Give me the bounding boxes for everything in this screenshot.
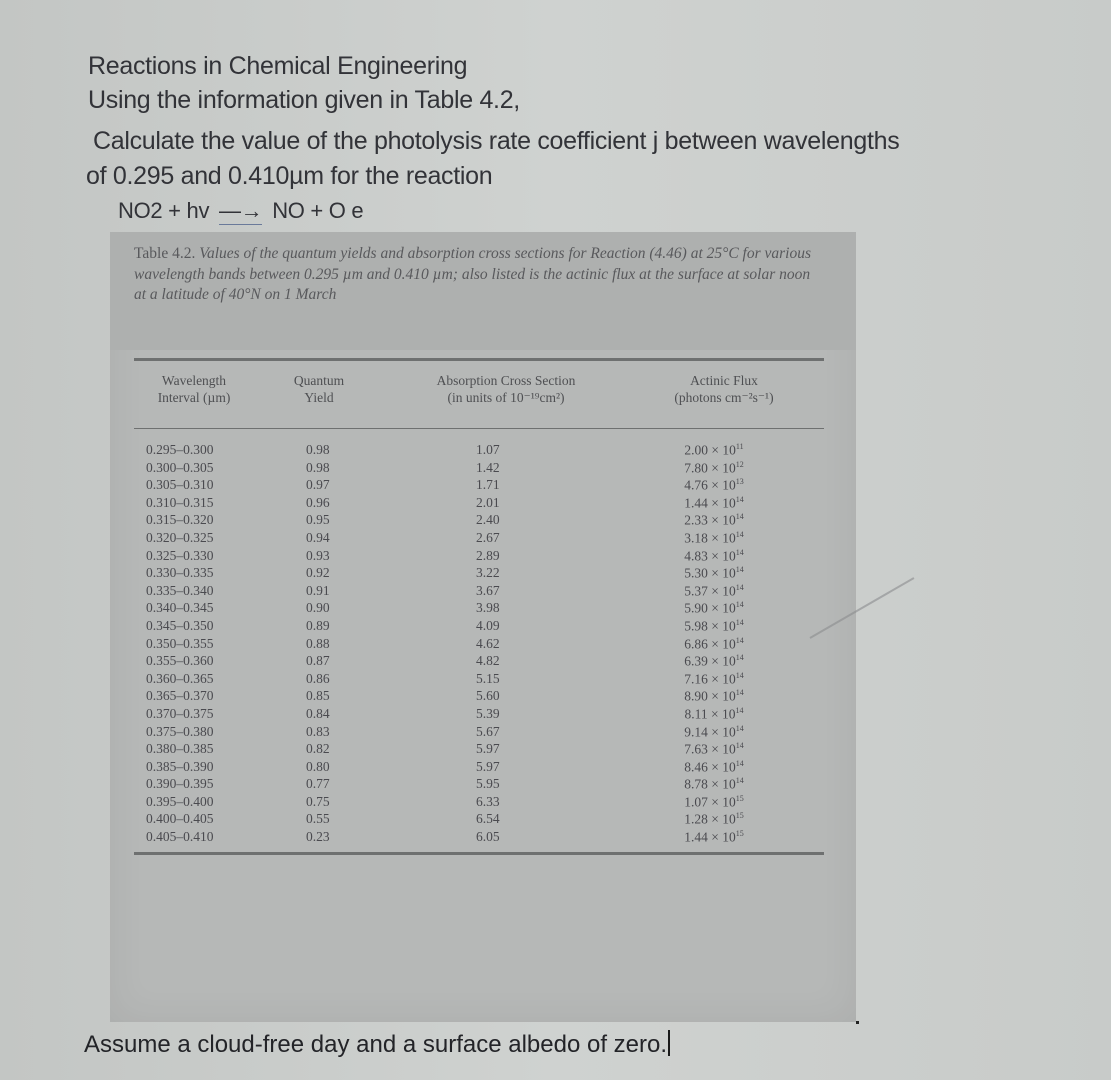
- cell-cross-section: 2.40: [476, 512, 500, 528]
- cell-cross-section: 1.07: [476, 442, 500, 457]
- cell-cross-section: 5.60: [476, 688, 500, 704]
- table-row: [134, 671, 824, 689]
- table-row: [134, 653, 824, 671]
- flux-exponent: 14: [735, 776, 744, 786]
- cell-cross-section: 3.67: [476, 582, 500, 598]
- flux-mantissa: 1.44: [684, 495, 708, 511]
- table-row: [134, 530, 824, 548]
- cell-interval: 0.350–0.355: [146, 635, 214, 651]
- times-sign: ×: [711, 688, 719, 704]
- cell-cross-section: 5.67: [476, 723, 500, 739]
- cell-actinic-flux: [654, 636, 774, 653]
- flux-exponent: 14: [735, 529, 744, 539]
- flux-mantissa: 7.80: [684, 460, 708, 476]
- flux-base: 10: [722, 565, 736, 581]
- times-sign: ×: [711, 460, 719, 476]
- times-sign: ×: [711, 477, 719, 493]
- times-sign: ×: [711, 583, 719, 599]
- cell-actinic-flux: [654, 565, 774, 582]
- document-heading: Reactions in Chemical Engineering: [88, 52, 468, 80]
- cell-actinic-flux: [654, 530, 774, 547]
- table-row: [134, 618, 824, 636]
- table-row: [134, 688, 824, 706]
- table-image[interactable]: [110, 232, 856, 1022]
- cell-quantum-yield: 0.83: [306, 723, 330, 739]
- pen-annotation-mark: [810, 577, 915, 639]
- cell-quantum-yield: 0.93: [306, 547, 330, 563]
- header-line: Interval (µm): [157, 390, 231, 405]
- cell-actinic-flux: [654, 794, 774, 811]
- cell-quantum-yield: 0.94: [306, 529, 330, 545]
- table-row: [134, 600, 824, 618]
- cell-cross-section: 3.98: [476, 600, 500, 616]
- cell-interval: 0.385–0.390: [146, 758, 214, 774]
- flux-mantissa: 8.11: [684, 706, 708, 722]
- cell-interval: 0.295–0.300: [146, 442, 214, 457]
- cell-quantum-yield: 0.84: [306, 705, 330, 721]
- cell-cross-section: 2.67: [476, 529, 500, 545]
- cell-cross-section: 5.97: [476, 741, 500, 757]
- table-caption-label: Table 4.2.: [134, 245, 196, 262]
- flux-base: 10: [722, 688, 736, 704]
- flux-exponent: 14: [735, 653, 744, 663]
- header-actinic-flux: [644, 372, 804, 406]
- cell-cross-section: 1.71: [476, 477, 500, 493]
- times-sign: ×: [711, 776, 719, 792]
- flux-mantissa: 8.78: [684, 776, 708, 792]
- cell-cross-section: 4.62: [476, 635, 500, 651]
- flux-base: 10: [722, 548, 736, 564]
- cell-cross-section: 1.42: [476, 459, 500, 475]
- cell-interval: 0.330–0.335: [146, 565, 214, 581]
- cell-quantum-yield: 0.77: [306, 776, 330, 792]
- cell-actinic-flux: [654, 495, 774, 512]
- cell-cross-section: 5.95: [476, 776, 500, 792]
- assumption-text-content: Assume a cloud-free day and a surface albedo of zero.: [84, 1031, 668, 1058]
- times-sign: ×: [711, 759, 719, 775]
- flux-mantissa: 5.30: [684, 565, 708, 581]
- flux-exponent: 11: [735, 442, 744, 451]
- cell-interval: 0.300–0.305: [146, 459, 214, 475]
- table-header: [134, 372, 824, 420]
- table-row: [134, 811, 824, 829]
- flux-mantissa: 7.63: [684, 741, 708, 757]
- cell-cross-section: 6.33: [476, 793, 500, 809]
- header-line: (in units of 10⁻¹⁹cm²): [447, 390, 565, 405]
- cell-interval: 0.395–0.400: [146, 793, 214, 809]
- cell-interval: 0.390–0.395: [146, 776, 214, 792]
- cell-actinic-flux: [654, 460, 774, 477]
- table-row: [134, 512, 824, 530]
- cell-cross-section: 2.89: [476, 547, 500, 563]
- table-caption: [134, 244, 814, 306]
- flux-exponent: 14: [735, 600, 744, 610]
- cell-quantum-yield: 0.82: [306, 741, 330, 757]
- instruction-text: Using the information given in Table 4.2,: [88, 86, 520, 114]
- times-sign: ×: [711, 794, 719, 810]
- flux-mantissa: 1.28: [684, 811, 708, 827]
- header-line: Actinic Flux: [690, 373, 758, 388]
- cell-quantum-yield: 0.89: [306, 617, 330, 633]
- table-body: [134, 442, 824, 847]
- flux-base: 10: [722, 460, 736, 476]
- cell-interval: 0.380–0.385: [146, 741, 214, 757]
- flux-exponent: 14: [735, 494, 744, 504]
- flux-base: 10: [722, 759, 736, 775]
- cell-quantum-yield: 0.92: [306, 565, 330, 581]
- cell-cross-section: 3.22: [476, 565, 500, 581]
- table-row: [134, 724, 824, 742]
- flux-exponent: 14: [735, 512, 744, 522]
- header-line: Quantum: [293, 373, 345, 388]
- question-text: Calculate the value of the photolysis rate coefficient j between wavelengths: [93, 127, 900, 155]
- cell-quantum-yield: 0.87: [306, 653, 330, 669]
- header-line: (photons cm⁻²s⁻¹): [674, 390, 774, 405]
- table-caption-text: Values of the quantum yields and absorption cross sections for Reaction (4.46) at 25°C for various wavelength bands between 0.295 µm and 0.410 µm; also listed is the actinic flux at the surface at solar noon at a latitude of 40°N on 1 March: [134, 245, 812, 303]
- reaction-reactants: NO2 + hv: [118, 198, 210, 223]
- cell-actinic-flux: [654, 724, 774, 741]
- table-row: [134, 829, 824, 847]
- table-row: [134, 706, 824, 724]
- cell-quantum-yield: 0.75: [306, 793, 330, 809]
- flux-exponent: 14: [735, 705, 744, 715]
- flux-exponent: 14: [735, 617, 744, 627]
- cell-cross-section: 5.39: [476, 705, 500, 721]
- flux-exponent: 14: [735, 741, 744, 751]
- table-row: [134, 759, 824, 777]
- times-sign: ×: [711, 495, 719, 511]
- cell-interval: 0.375–0.380: [146, 723, 214, 739]
- cell-interval: 0.400–0.405: [146, 811, 214, 827]
- cell-interval: 0.310–0.315: [146, 494, 214, 510]
- table-row: [134, 477, 824, 495]
- times-sign: ×: [711, 829, 719, 845]
- cell-interval: 0.360–0.365: [146, 670, 214, 686]
- flux-exponent: 15: [735, 793, 744, 803]
- reaction-arrow: —→: [218, 198, 263, 223]
- cell-quantum-yield: 0.90: [306, 600, 330, 616]
- flux-exponent: 15: [735, 811, 744, 821]
- cell-quantum-yield: 0.95: [306, 512, 330, 528]
- flux-base: 10: [722, 477, 736, 493]
- table-row: [134, 583, 824, 601]
- cell-quantum-yield: 0.55: [306, 811, 330, 827]
- flux-exponent: 14: [735, 758, 744, 768]
- cell-interval: 0.305–0.310: [146, 477, 214, 493]
- cell-cross-section: 5.15: [476, 670, 500, 686]
- flux-mantissa: 4.76: [684, 477, 708, 493]
- flux-base: 10: [722, 653, 736, 669]
- flux-mantissa: 5.90: [684, 600, 708, 616]
- flux-base: 10: [722, 618, 736, 634]
- flux-mantissa: 1.07: [684, 794, 708, 810]
- cell-interval: 0.335–0.340: [146, 582, 214, 598]
- flux-exponent: 13: [735, 477, 744, 487]
- table-row: [134, 636, 824, 654]
- times-sign: ×: [711, 530, 719, 546]
- cell-actinic-flux: [654, 688, 774, 705]
- cell-actinic-flux: [654, 741, 774, 758]
- table-row: [134, 776, 824, 794]
- assumption-text[interactable]: [84, 1030, 670, 1059]
- times-sign: ×: [711, 600, 719, 616]
- reaction-products: NO + O e: [272, 198, 364, 223]
- flux-base: 10: [722, 794, 736, 810]
- header-line: Absorption Cross Section: [436, 373, 576, 388]
- flux-mantissa: 6.86: [684, 636, 708, 652]
- cell-interval: 0.370–0.375: [146, 705, 214, 721]
- flux-exponent: 14: [735, 582, 744, 592]
- cell-actinic-flux: [654, 776, 774, 793]
- flux-base: 10: [722, 530, 736, 546]
- cell-actinic-flux: [654, 512, 774, 529]
- flux-base: 10: [722, 583, 736, 599]
- cell-actinic-flux: [654, 548, 774, 565]
- cell-actinic-flux: [654, 477, 774, 494]
- reaction-equation: [118, 198, 363, 225]
- flux-base: 10: [722, 741, 736, 757]
- cell-cross-section: 5.97: [476, 758, 500, 774]
- flux-exponent: 14: [735, 723, 744, 733]
- cell-interval: 0.325–0.330: [146, 547, 214, 563]
- cell-quantum-yield: 0.23: [306, 829, 330, 845]
- header-wavelength: [134, 372, 254, 406]
- flux-mantissa: 8.90: [684, 688, 708, 704]
- cell-actinic-flux: [654, 829, 774, 846]
- table-top-rule: [134, 358, 824, 361]
- table-row: [134, 548, 824, 566]
- flux-mantissa: 5.98: [684, 618, 708, 634]
- table-row: [134, 565, 824, 583]
- times-sign: ×: [711, 565, 719, 581]
- times-sign: ×: [711, 636, 719, 652]
- cell-actinic-flux: [654, 811, 774, 828]
- header-line: Wavelength: [161, 373, 227, 388]
- cell-cross-section: 6.54: [476, 811, 500, 827]
- text-cursor: [668, 1030, 670, 1056]
- cell-actinic-flux: [654, 600, 774, 617]
- header-quantum-yield: [274, 372, 364, 406]
- flux-exponent: 14: [735, 635, 744, 645]
- cell-interval: 0.365–0.370: [146, 688, 214, 704]
- cell-quantum-yield: 0.97: [306, 477, 330, 493]
- flux-mantissa: 9.14: [684, 724, 708, 739]
- flux-exponent: 14: [735, 670, 744, 680]
- flux-base: 10: [722, 724, 736, 739]
- table-row: [134, 741, 824, 759]
- cell-interval: 0.315–0.320: [146, 512, 214, 528]
- header-cross-section: [396, 372, 616, 406]
- header-line: Yield: [304, 390, 334, 405]
- flux-base: 10: [722, 811, 736, 827]
- times-sign: ×: [711, 512, 719, 528]
- cell-cross-section: 4.82: [476, 653, 500, 669]
- table-bottom-rule: [134, 852, 824, 855]
- cell-quantum-yield: 0.85: [306, 688, 330, 704]
- question-text-continued: of 0.295 and 0.410µm for the reaction: [86, 162, 493, 190]
- times-sign: ×: [711, 706, 719, 722]
- cell-actinic-flux: [654, 653, 774, 670]
- cell-cross-section: 2.01: [476, 494, 500, 510]
- flux-exponent: 15: [735, 829, 744, 839]
- flux-base: 10: [722, 706, 736, 722]
- cell-actinic-flux: [654, 442, 774, 459]
- cell-quantum-yield: 0.88: [306, 635, 330, 651]
- flux-mantissa: 1.44: [684, 829, 708, 845]
- flux-base: 10: [722, 671, 736, 687]
- table-row: [134, 495, 824, 513]
- flux-mantissa: 4.83: [684, 548, 708, 564]
- flux-base: 10: [722, 636, 736, 652]
- table-header-rule: [134, 428, 824, 429]
- times-sign: ×: [711, 724, 719, 739]
- times-sign: ×: [711, 811, 719, 827]
- flux-base: 10: [722, 776, 736, 792]
- times-sign: ×: [711, 671, 719, 687]
- flux-base: 10: [722, 512, 736, 528]
- cell-actinic-flux: [654, 583, 774, 600]
- flux-exponent: 14: [735, 688, 744, 698]
- cell-quantum-yield: 0.98: [306, 459, 330, 475]
- cell-quantum-yield: 0.98: [306, 442, 330, 457]
- flux-exponent: 14: [735, 547, 744, 557]
- times-sign: ×: [711, 741, 719, 757]
- flux-base: 10: [722, 442, 736, 458]
- times-sign: ×: [711, 548, 719, 564]
- flux-exponent: 14: [735, 565, 744, 575]
- flux-mantissa: 2.33: [684, 512, 708, 528]
- flux-exponent: 12: [735, 459, 744, 469]
- flux-base: 10: [722, 829, 736, 845]
- flux-base: 10: [722, 600, 736, 616]
- cell-quantum-yield: 0.91: [306, 582, 330, 598]
- cell-interval: 0.405–0.410: [146, 829, 214, 845]
- cell-interval: 0.340–0.345: [146, 600, 214, 616]
- flux-mantissa: 8.46: [684, 759, 708, 775]
- cell-cross-section: 6.05: [476, 829, 500, 845]
- cell-interval: 0.355–0.360: [146, 653, 214, 669]
- cell-interval: 0.320–0.325: [146, 529, 214, 545]
- cell-actinic-flux: [654, 671, 774, 688]
- flux-base: 10: [722, 495, 736, 511]
- flux-mantissa: 5.37: [684, 583, 708, 599]
- times-sign: ×: [711, 618, 719, 634]
- cell-cross-section: 4.09: [476, 617, 500, 633]
- flux-mantissa: 6.39: [684, 653, 708, 669]
- flux-mantissa: 2.00: [684, 442, 709, 458]
- times-sign: ×: [711, 653, 719, 669]
- flux-mantissa: 3.18: [684, 530, 708, 546]
- table-row: [134, 794, 824, 812]
- times-sign: ×: [711, 442, 720, 458]
- flux-mantissa: 7.16: [684, 671, 708, 687]
- table-row: [134, 460, 824, 478]
- cell-quantum-yield: 0.96: [306, 494, 330, 510]
- table-row: [134, 442, 824, 460]
- cell-quantum-yield: 0.86: [306, 670, 330, 686]
- cell-actinic-flux: [654, 706, 774, 723]
- cell-actinic-flux: [654, 618, 774, 635]
- cell-quantum-yield: 0.80: [306, 758, 330, 774]
- cell-actinic-flux: [654, 759, 774, 776]
- speck: [856, 1021, 859, 1024]
- cell-interval: 0.345–0.350: [146, 617, 214, 633]
